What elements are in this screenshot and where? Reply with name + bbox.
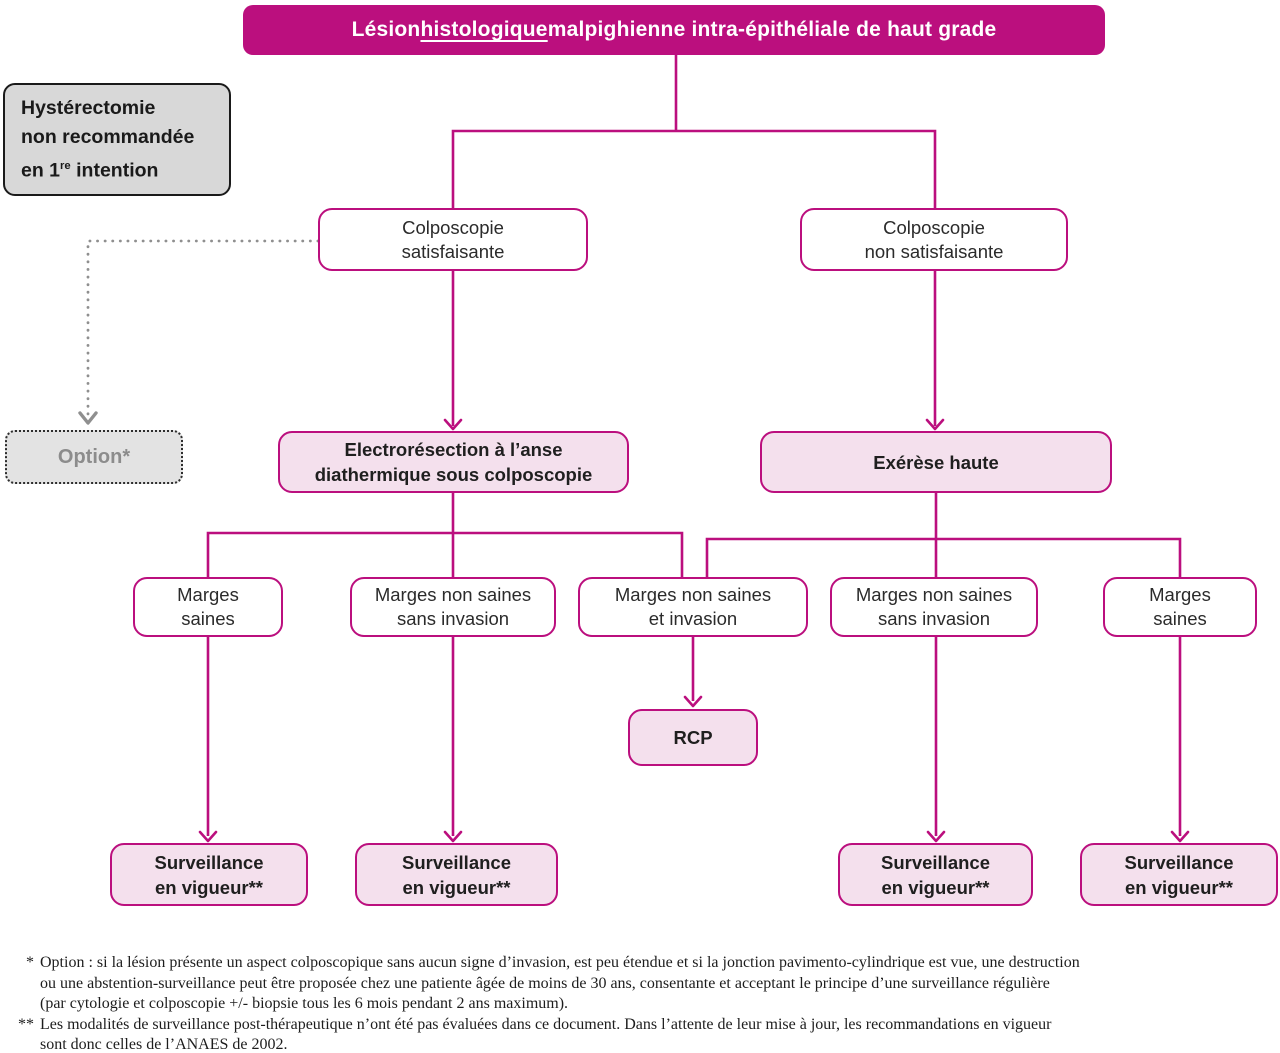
node-label: Colposcopie [402, 216, 504, 238]
header-text-part2: malpighienne intra-épithéliale de haut grade [547, 18, 997, 41]
node-hysterectomie-note [3, 83, 231, 196]
node-label: en vigueur** [402, 876, 511, 898]
node-surveillance-2 [355, 843, 558, 906]
footnote-1 [8, 953, 1274, 1015]
node-label: satisfaisante [401, 240, 505, 262]
footnote-2-marker: ** [18, 1015, 34, 1033]
footnote-1-marker: * [26, 954, 34, 971]
node-marges-saines-right [1103, 577, 1257, 637]
side-note-line3: en 1re intention [21, 159, 159, 182]
node-label: saines [1153, 608, 1207, 629]
node-label: et invasion [648, 608, 738, 629]
node-label: sans invasion [877, 608, 991, 629]
node-label: non satisfaisante [864, 240, 1004, 262]
node-label: Marges non saines [614, 584, 772, 605]
node-marges-non-saines-sans-invasion-left [350, 577, 556, 637]
side-note-line2: non recommandée [21, 125, 195, 148]
node-label: diathermique sous colposcopie [314, 464, 593, 485]
node-lesion-header [243, 5, 1105, 55]
node-label: Electrorésection à l’anse [344, 439, 563, 460]
node-colposcopie-non-satisfaisante [800, 208, 1068, 271]
connector-left-tree [208, 493, 682, 577]
node-exerese-haute [760, 431, 1112, 493]
node-label: RCP [673, 727, 713, 748]
node-label: Surveillance [154, 851, 264, 873]
node-label: Marges non saines [855, 584, 1013, 605]
node-surveillance-3 [838, 843, 1033, 906]
node-rcp [628, 709, 758, 766]
connector-colposcopie-split [453, 131, 935, 208]
node-label: Exérèse haute [873, 451, 999, 473]
header-text-part1: Lésion [351, 18, 421, 41]
node-marges-non-saines-sans-invasion-right [830, 577, 1038, 637]
node-marges-non-saines-et-invasion [578, 577, 808, 637]
footnote-1-line1: Option : si la lésion présente un aspect colposcopique sans aucun signe d’invasion, est peu étendue et si la jonction pavimento-cylindrique est vue, une destruction [40, 954, 1080, 971]
node-label: Marges [1149, 584, 1211, 605]
node-electroresection [278, 431, 629, 493]
footnote-1-line2: ou une abstention-surveillance peut être proposée chez une patiente âgée de moins de 30 ans, consentante et acceptant le principe d’une surveillance régulière [40, 974, 1050, 992]
node-label: Surveillance [401, 851, 511, 873]
node-colposcopie-satisfaisante [318, 208, 588, 271]
node-label: Marges non saines [374, 584, 532, 605]
node-label: Option* [57, 445, 131, 468]
node-label: Surveillance [1124, 851, 1234, 873]
side-note-line1: Hystérectomie [21, 96, 156, 119]
node-marges-saines-left [133, 577, 283, 637]
node-label: en vigueur** [155, 876, 263, 898]
node-surveillance-4 [1080, 843, 1278, 906]
footnotes [8, 953, 1274, 1053]
node-label: Marges [177, 584, 239, 605]
node-label: saines [181, 608, 235, 629]
connector-right-tree [707, 493, 1180, 577]
footnote-2 [8, 1015, 1274, 1053]
header-text-underlined: histologique [420, 18, 548, 41]
node-label: en vigueur** [1125, 876, 1233, 898]
node-label: Colposcopie [883, 216, 985, 238]
connector-option-dotted [88, 241, 318, 414]
node-label: sans invasion [396, 608, 510, 629]
footnote-1-line3: (par cytologie et colposcopie +/- biopsie tous les 6 mois pendant 2 ans maximum). [40, 995, 569, 1012]
node-label: Surveillance [880, 851, 990, 873]
node-label: en vigueur** [881, 876, 990, 898]
footnote-2-line1: Les modalités de surveillance post-thérapeutique n’ont été pas évaluées dans ce document. Dans l’attente de leur mise à jour, les recommandations en vigueur [40, 1015, 1052, 1033]
node-surveillance-1 [110, 843, 308, 906]
footnote-2-line2: sont donc celles de l’ANAES de 2002. [40, 1036, 288, 1053]
node-option [5, 430, 183, 484]
